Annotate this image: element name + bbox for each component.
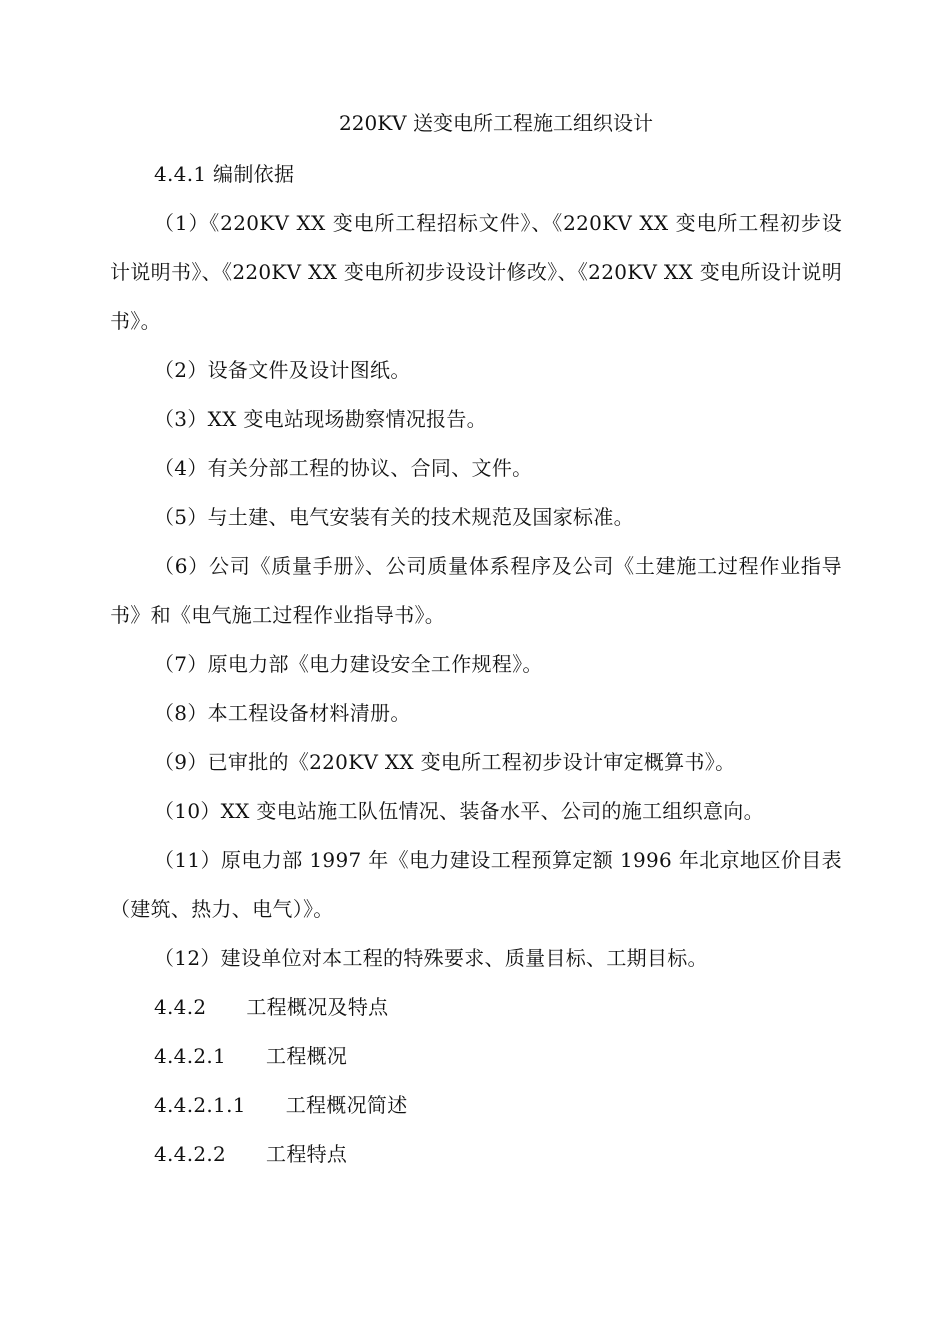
list-item: （7）原电力部《电力建设安全工作规程》。 [154, 652, 543, 676]
list-item: （9）已审批的《220KV XX 变电所工程初步设计审定概算书》。 [154, 750, 736, 774]
list-item: （11）原电力部 1997 年《电力建设工程预算定额 1996 年北京地区价目表（建筑、热力、电气）》。 [110, 848, 842, 921]
section-heading-4-4-2-1-1: 4.4.2.1.1 工程概况简述 [154, 1093, 408, 1117]
list-item: （2）设备文件及设计图纸。 [154, 358, 411, 382]
list-item: （5）与土建、电气安装有关的技术规范及国家标准。 [154, 505, 634, 529]
list-item: （3）XX 变电站现场勘察情况报告。 [154, 407, 487, 431]
list-item: （1）《220KV XX 变电所工程招标文件》、《220KV XX 变电所工程初步设计说明书》、《220KV XX 变电所初步设设计修改》、《220KV XX 变电所设计说明书》。 [110, 211, 842, 333]
section-heading-4-4-2-2: 4.4.2.2 工程特点 [154, 1142, 348, 1166]
list-item: （8）本工程设备材料清册。 [154, 701, 411, 725]
list-item: （4）有关分部工程的协议、合同、文件。 [154, 456, 533, 480]
section-heading-4-4-2: 4.4.2 工程概况及特点 [154, 995, 389, 1019]
document-title: 220KV 送变电所工程施工组织设计 [339, 111, 653, 135]
list-item: （6）公司《质量手册》、公司质量体系程序及公司《土建施工过程作业指导书》和《电气施工过程作业指导书》。 [110, 554, 842, 627]
list-item: （10）XX 变电站施工队伍情况、装备水平、公司的施工组织意向。 [154, 799, 764, 823]
section-heading-4-4-1: 4.4.1 编制依据 [154, 162, 295, 186]
section-heading-4-4-2-1: 4.4.2.1 工程概况 [154, 1044, 348, 1068]
list-item: （12）建设单位对本工程的特殊要求、质量目标、工期目标。 [154, 946, 708, 970]
